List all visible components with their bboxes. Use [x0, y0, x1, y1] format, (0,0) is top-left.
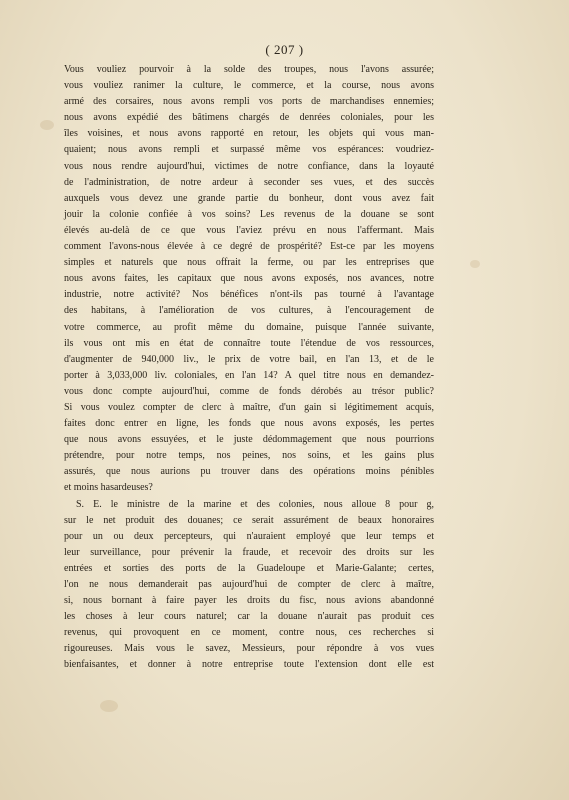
text-line: revenus, qui provoquent en ce moment, contre nous, ces recherches si [64, 627, 434, 639]
text-line: porter à 3,033,000 liv. coloniales, en l'an 14? A quel titre nous en demandez- [64, 369, 434, 381]
foxing-spot [100, 700, 118, 712]
foxing-spot [470, 260, 480, 268]
text-line: vous vouliez ranimer la culture, le commerce, et la course, nous avons [64, 80, 434, 92]
text-line: des habitans, à l'amélioration de vos cultures, à l'encouragement de [64, 305, 434, 317]
text-line: leur surveillance, pour prévenir la fraude, et recevoir des droits sur les [64, 546, 434, 558]
text-line: pour un ou deux percepteurs, qui n'auraient employé que leur temps et [64, 530, 434, 542]
text-line: élevés au-delà de ce que vous l'aviez prévu en nous l'affermant. Mais [64, 224, 434, 236]
text-line: Si vous voulez compter de clerc à maître, d'un gain si légitimement acquis, [64, 401, 434, 413]
text-line: quaient; nous avons rempli et surpassé même vos espérances: voudriez- [64, 144, 434, 156]
text-line: les choses à leur cours naturel; car la douane n'aurait pas produit ces [64, 611, 434, 623]
foxing-spot [40, 120, 54, 130]
body-text [64, 62, 434, 674]
text-line: d'augmenter de 940,000 liv., le prix de votre bail, en l'an 13, et de le [64, 353, 434, 365]
text-line: simples et naturels que nous offrait la ferme, ou par les entreprises que [64, 257, 434, 269]
text-line: si, nous bornant à faire payer les droits du fisc, nous avions abandonné [64, 595, 434, 607]
text-line: Vous vouliez pourvoir à la solde des troupes, nous l'avons assurée; [64, 64, 434, 75]
text-line: nous avons expédié des bâtimens chargés de denrées coloniales, pour les [64, 112, 434, 124]
text-line: ils vous ont mis en état de connaître toute l'étendue de vos ressources, [64, 337, 434, 349]
text-line: industrie, notre activité? Nos bénéfices n'ont-ils pas tourné à l'avantage [64, 289, 434, 301]
text-line: rigoureuses. Mais vous le savez, Messieurs, pour répondre à vos vues [64, 643, 434, 655]
text-line: auxquels vous devez une grande partie du bonheur, dont vous avez fait [64, 192, 434, 204]
text-line: faites donc entrer en ligne, les fonds que nous avons exposés, les pertes [64, 418, 434, 430]
text-line: comment l'avons-nous élevée à ce degré de prospérité? Est-ce par les moyens [64, 241, 434, 253]
text-line: l'on ne nous demanderait pas aujourd'hui de compter de clerc à maître, [64, 579, 434, 590]
page-number: ( 207 ) [265, 42, 304, 57]
text-line: de l'administration, de notre ardeur à seconder ses vues, et des succès [64, 176, 434, 188]
text-line: prétendre, pour notre temps, nos peines, nos soins, et les gains plus [64, 450, 434, 462]
text-line: armé des corsaires, nous avons rempli vos ports de marchandises ennemies; [64, 96, 434, 108]
text-line: votre commerce, au profit même du domaine, puisque l'année suivante, [64, 321, 434, 333]
text-line: jouir la colonie confiée à vos soins? Les revenus de la douane se sont [64, 208, 434, 220]
text-line: nous avons faites, les capitaux que nous avons exposés, nos avances, notre [64, 273, 434, 285]
text-line: et moins hasardeuses? [64, 482, 153, 494]
text-line: îles voisines, et nous avons rapporté en retour, les objets qui vous man- [64, 128, 434, 140]
text-line: S. E. le ministre de la marine et des colonies, nous alloue 8 pour g, [76, 498, 434, 510]
text-line: vous nous rendre aujourd'hui, victimes de notre confiance, dans la loyauté [64, 160, 434, 172]
text-line: entrées et sorties des ports de la Guadeloupe et Marie-Galante; certes, [64, 562, 434, 574]
paragraph-1 [64, 62, 434, 497]
text-line: que nous avons essuyées, et le juste dédommagement que nous pourrions [64, 434, 434, 446]
paragraph-2 [64, 497, 434, 674]
text-line: bienfaisantes, et donner à notre entreprise toute l'extension dont elle est [64, 659, 434, 671]
text-line: sur le net produit des douanes; ce serait assurément de beaux honoraires [64, 514, 434, 526]
text-line: vous donc compte aujourd'hui, comme de fonds dérobés au trésor public? [64, 385, 434, 397]
text-line: assurés, que nous aurions pu trouver dans des opérations moins pénibles [64, 466, 434, 478]
